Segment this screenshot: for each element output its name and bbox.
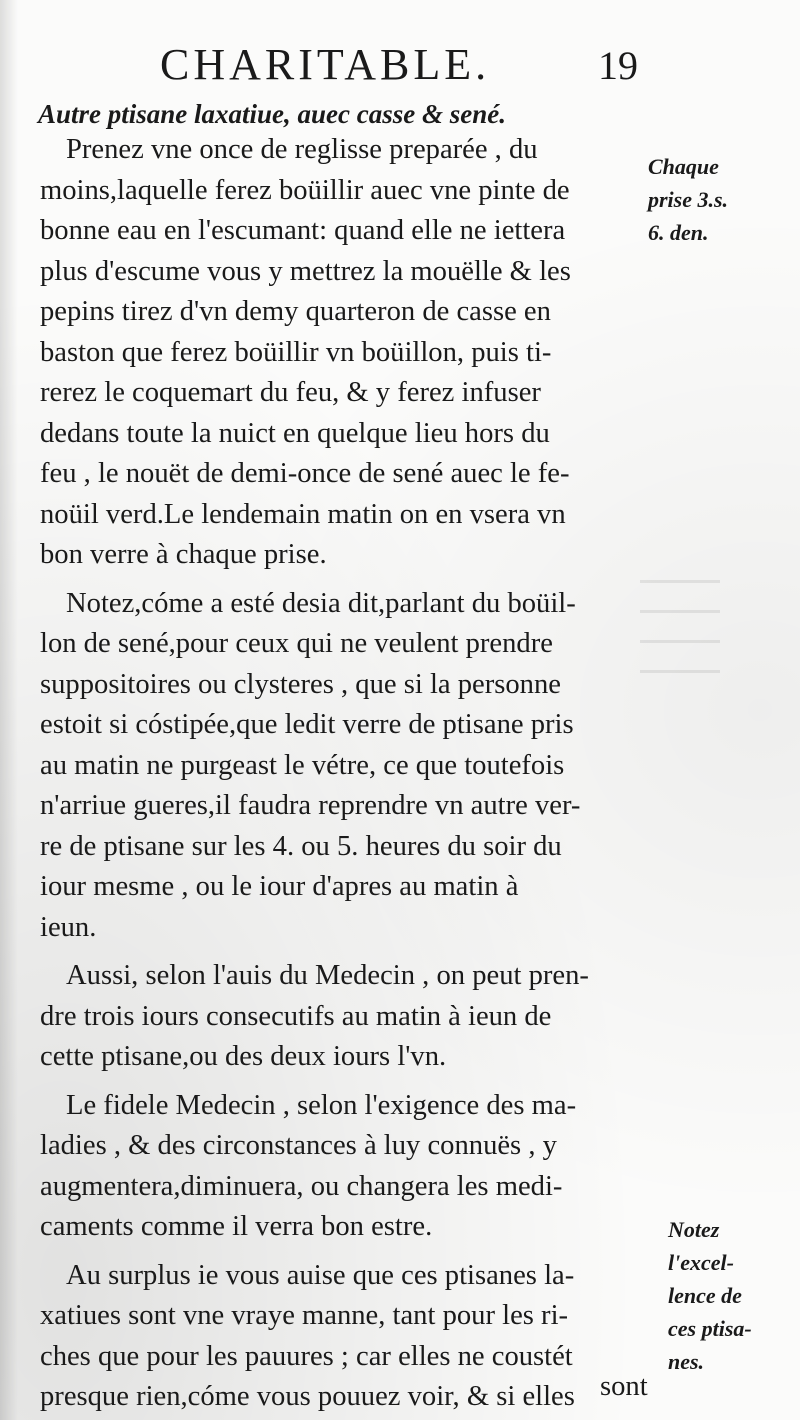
text-line: lon de sené,pour ceux qui ne veulent prendre [40, 628, 553, 659]
text-line: Notez,cóme a esté desia dit,parlant du boüil- [66, 587, 576, 619]
text-line: re de ptisane sur les 4. ou 5. heures du soir du [40, 830, 562, 862]
text-line: baston que ferez boüillir vn boüillon, puis ti- [40, 336, 552, 368]
text-line: au matin ne purgeast le vétre, ce que toutefois [40, 749, 565, 781]
text-line: iour mesme , ou le iour d'apres au matin à [40, 871, 519, 902]
text-line: augmentera,diminuera, ou changera les medi- [40, 1170, 563, 1202]
text-line: ieun. [40, 911, 97, 943]
page-header [0, 36, 800, 96]
page-gutter-shadow [0, 0, 18, 1420]
text-line: pepins tirez d'vn demy quarteron de casse en [40, 296, 551, 327]
text-line: bon verre à chaque prise. [40, 539, 327, 570]
text-line: noüil verd.Le lendemain matin on en vsera vn [40, 498, 566, 530]
text-line: dre trois iours consecutifs au matin à ieun de [40, 1000, 552, 1032]
text-line: caments comme il verra bon estre. [40, 1211, 433, 1242]
bleed-through-shadow [640, 580, 720, 700]
running-title: CHARITABLE. [160, 40, 491, 89]
page-number: 19 [598, 43, 638, 88]
paragraph-gap [40, 1078, 652, 1086]
paragraph-gap [40, 576, 652, 584]
text-line: feu , le nouët de demi-once de sené auec le fe- [40, 458, 570, 489]
text-line: suppositoires ou clysteres , que si la personne [40, 668, 561, 700]
text-line: bonne eau en l'escumant: quand elle ne iettera [40, 215, 566, 246]
text-line: ladies , & des circonstances à luy connuës , y [40, 1130, 557, 1161]
paragraph-gap [40, 948, 652, 956]
text-line: Prenez vne once de reglisse preparée , du [66, 134, 538, 165]
text-line: moins,laquelle ferez boüillir auec vne pinte de [40, 174, 570, 206]
margin-note-line: Notez [668, 1217, 720, 1242]
text-line: xatiues sont vne vraye manne, tant pour les ri- [40, 1300, 569, 1331]
text-line: Le fidele Medecin , selon l'exigence des ma- [66, 1089, 577, 1121]
text-line: plus d'escume vous y mettrez la mouëlle & les [40, 255, 571, 287]
paragraph-gap [40, 1248, 652, 1256]
margin-note-line: 6. den. [648, 220, 709, 245]
recipe-heading: Autre ptisane laxatiue, auec casse & sené. [38, 99, 506, 129]
text-line: Au surplus ie vous auise que ces ptisanes la- [66, 1259, 575, 1291]
margin-note-line: Chaque [648, 154, 719, 179]
margin-note-line: l'excel- [668, 1250, 734, 1275]
text-line: presque rien,cóme vous pouuez voir, & si elles [40, 1381, 575, 1412]
margin-note-line: lence de [668, 1283, 742, 1308]
text-line: estoit si cóstipée,que ledit verre de ptisane pris [40, 709, 574, 740]
margin-note-line: ces ptisa- [668, 1316, 752, 1341]
catchword: sont [600, 1371, 648, 1402]
margin-note-line: nes. [668, 1349, 705, 1374]
text-line: n'arriue gueres,il faudra reprendre vn autre ver- [40, 790, 581, 821]
text-line: dedans toute la nuict en quelque lieu hors du [40, 417, 550, 449]
text-line: ches que pour les pauures ; car elles ne coustét [40, 1340, 573, 1372]
text-line: Aussi, selon l'auis du Medecin , on peut pren- [66, 960, 589, 991]
text-line: rerez le coquemart du feu, & y ferez infuser [40, 377, 541, 408]
margin-note-excellence [668, 1213, 752, 1378]
margin-note-price [648, 150, 728, 249]
margin-note-line: prise 3.s. [648, 187, 729, 212]
text-line: cette ptisane,ou des deux iours l'vn. [40, 1041, 447, 1072]
body-text [40, 130, 652, 1418]
